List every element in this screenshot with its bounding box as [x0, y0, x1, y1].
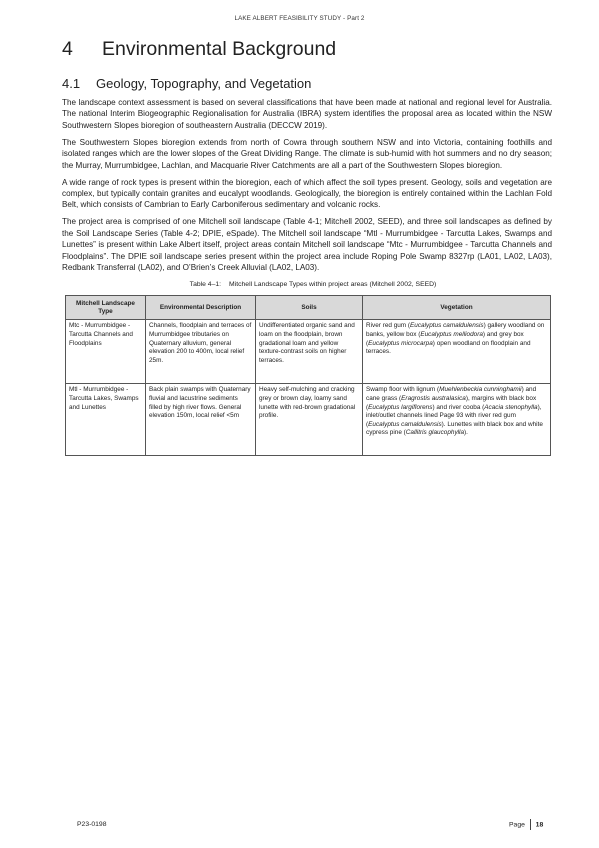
page-label: Page	[509, 821, 525, 829]
page-number: 18	[535, 821, 544, 829]
cell-description: Back plain swamps with Quaternary fluvial and lacustrine sediments filled by high river flows. General elevation 150m, local relief <5m	[146, 384, 256, 456]
section-heading	[62, 38, 336, 61]
cell-soils: Undifferentiated organic sand and loam on the floodplain, brown gradational loam and yellow texture-contrast soils on higher terraces.	[256, 320, 363, 384]
page-number-block	[509, 819, 543, 830]
table-caption-number: Table 4–1:	[189, 281, 222, 289]
column-header: Soils	[256, 296, 363, 320]
cell-description: Channels, floodplain and terraces of Murrumbidgee tributaries on Quaternary alluvium, general elevation 200 to 400m, local relief 25m.	[146, 320, 256, 384]
subsection-title: Geology, Topography, and Vegetation	[96, 76, 312, 91]
species-name: Acacia stenophylla	[484, 403, 538, 411]
species-name: Eucalyptus largiflorens	[368, 403, 433, 411]
table-caption	[74, 279, 552, 290]
cell-vegetation: River red gum (Eucalyptus camaldulensis) gallery woodland on banks, yellow box (Eucalyptus melliodora) and grey box (Eucalyptus microcarpa) open woodland on floodplain and terraces.	[363, 320, 551, 384]
cell-vegetation: Swamp floor with lignum (Muehlenbeckia cunninghamii) and cane grass (Eragrostis australasica), margins with black box (Eucalyptus largiflorens) and river cooba (Acacia stenophylla), inlet/outlet channels lined Page 93 with river red gum (Eucalyptus camaldulensis). Lunettes with black box and white cypress pine (Callitris glaucophylla).	[363, 384, 551, 456]
column-header: Vegetation	[363, 296, 551, 320]
species-name: Eucalyptus camaldulensis	[368, 420, 442, 428]
table-header-row	[66, 296, 551, 320]
cell-landscape-type: Mtc - Murrumbidgee - Tarcutta Channels and Floodplains	[66, 320, 146, 384]
table-caption-text: Mitchell Landscape Types within project areas (Mitchell 2002, SEED)	[229, 281, 437, 289]
running-header: LAKE ALBERT FEASIBILITY STUDY - Part 2	[234, 15, 365, 22]
paragraph: A wide range of rock types is present within the bioregion, each of which affect the soil types present. Geology, soils and vegetation are complex, but typically contain granites and eucalypt woodlands. Geologically, the bioregion is entirely contained within the Lachlan Fold Belt, which consists of Cambrian to Early Carboniferous sedimentary and volcanic rocks.	[62, 177, 552, 210]
footer-divider	[530, 819, 531, 830]
species-name: Eragrostis australasica	[401, 395, 466, 403]
table-row	[66, 320, 551, 384]
species-name: Eucalyptus melliodora	[420, 331, 483, 339]
paragraph: The landscape context assessment is based on several classifications that have been made at national and regional level for Australia. The national Interim Biogeographic Regionalisation for Australia (IBRA) system identifies the proposal area as located within the NSW Southwestern Slopes bioregion of southeastern Australia (DECCW 2019).	[62, 98, 552, 130]
table-row	[66, 384, 551, 456]
column-header: Mitchell Landscape Type	[66, 296, 146, 320]
species-name: Eucalyptus microcarpa	[368, 339, 433, 347]
species-name: Eucalyptus camaldulensis	[410, 322, 484, 330]
paragraph: The project area is comprised of one Mitchell soil landscape (Table 4-1; Mitchell 2002, SEED), and three soil landscapes as defined by the Soil Landscape Series (Table 4-2; DPIE, eSpade). The Mitchell soil landscape “Mtl - Murrumbidgee - Tarcutta Lakes, Swamps and Lunettes” is present within Lake Albert itself, project areas contain Mitchell soil landscape “Mtc - Murrumbidgee - Tarcutta Channels and Floodplains”. The DPIE soil landscape series present within the project area include Roping Pole Swamp 8327rp (LA01, LA02, LA03), Redbank Transferral (LA02), and O’Brien’s Creek Alluvial (LA02, LA03).	[62, 217, 552, 273]
species-name: Callitris glaucophylla	[405, 429, 465, 437]
section-title: Environmental Background	[102, 38, 337, 60]
column-header: Environmental Description	[146, 296, 256, 320]
document-id: P23-0198	[77, 821, 107, 828]
subsection-number: 4.1	[62, 76, 81, 91]
species-name: Muehlenbeckia cunninghamii	[439, 386, 522, 394]
section-number: 4	[62, 38, 73, 60]
subsection-heading	[62, 76, 311, 91]
landscape-table	[65, 295, 551, 456]
body-text	[62, 97, 552, 456]
cell-landscape-type: Mtl - Murrumbidgee - Tarcutta Lakes, Swamps and Lunettes	[66, 384, 146, 456]
paragraph: The Southwestern Slopes bioregion extends from north of Cowra through southern NSW and into Victoria, containing foothills and isolated ranges which are the lower slopes of the Great Dividing Range. The climate is sub-humid with hot summers and no dry season; the Murray, Murrumbidgee, Lachlan, and Macquarie River Catchments are all a part of the Southwestern Slopes bioregion.	[62, 137, 552, 170]
cell-soils: Heavy self-mulching and cracking grey or brown clay, loamy sand lunette with red-brown gradational profile.	[256, 384, 363, 456]
